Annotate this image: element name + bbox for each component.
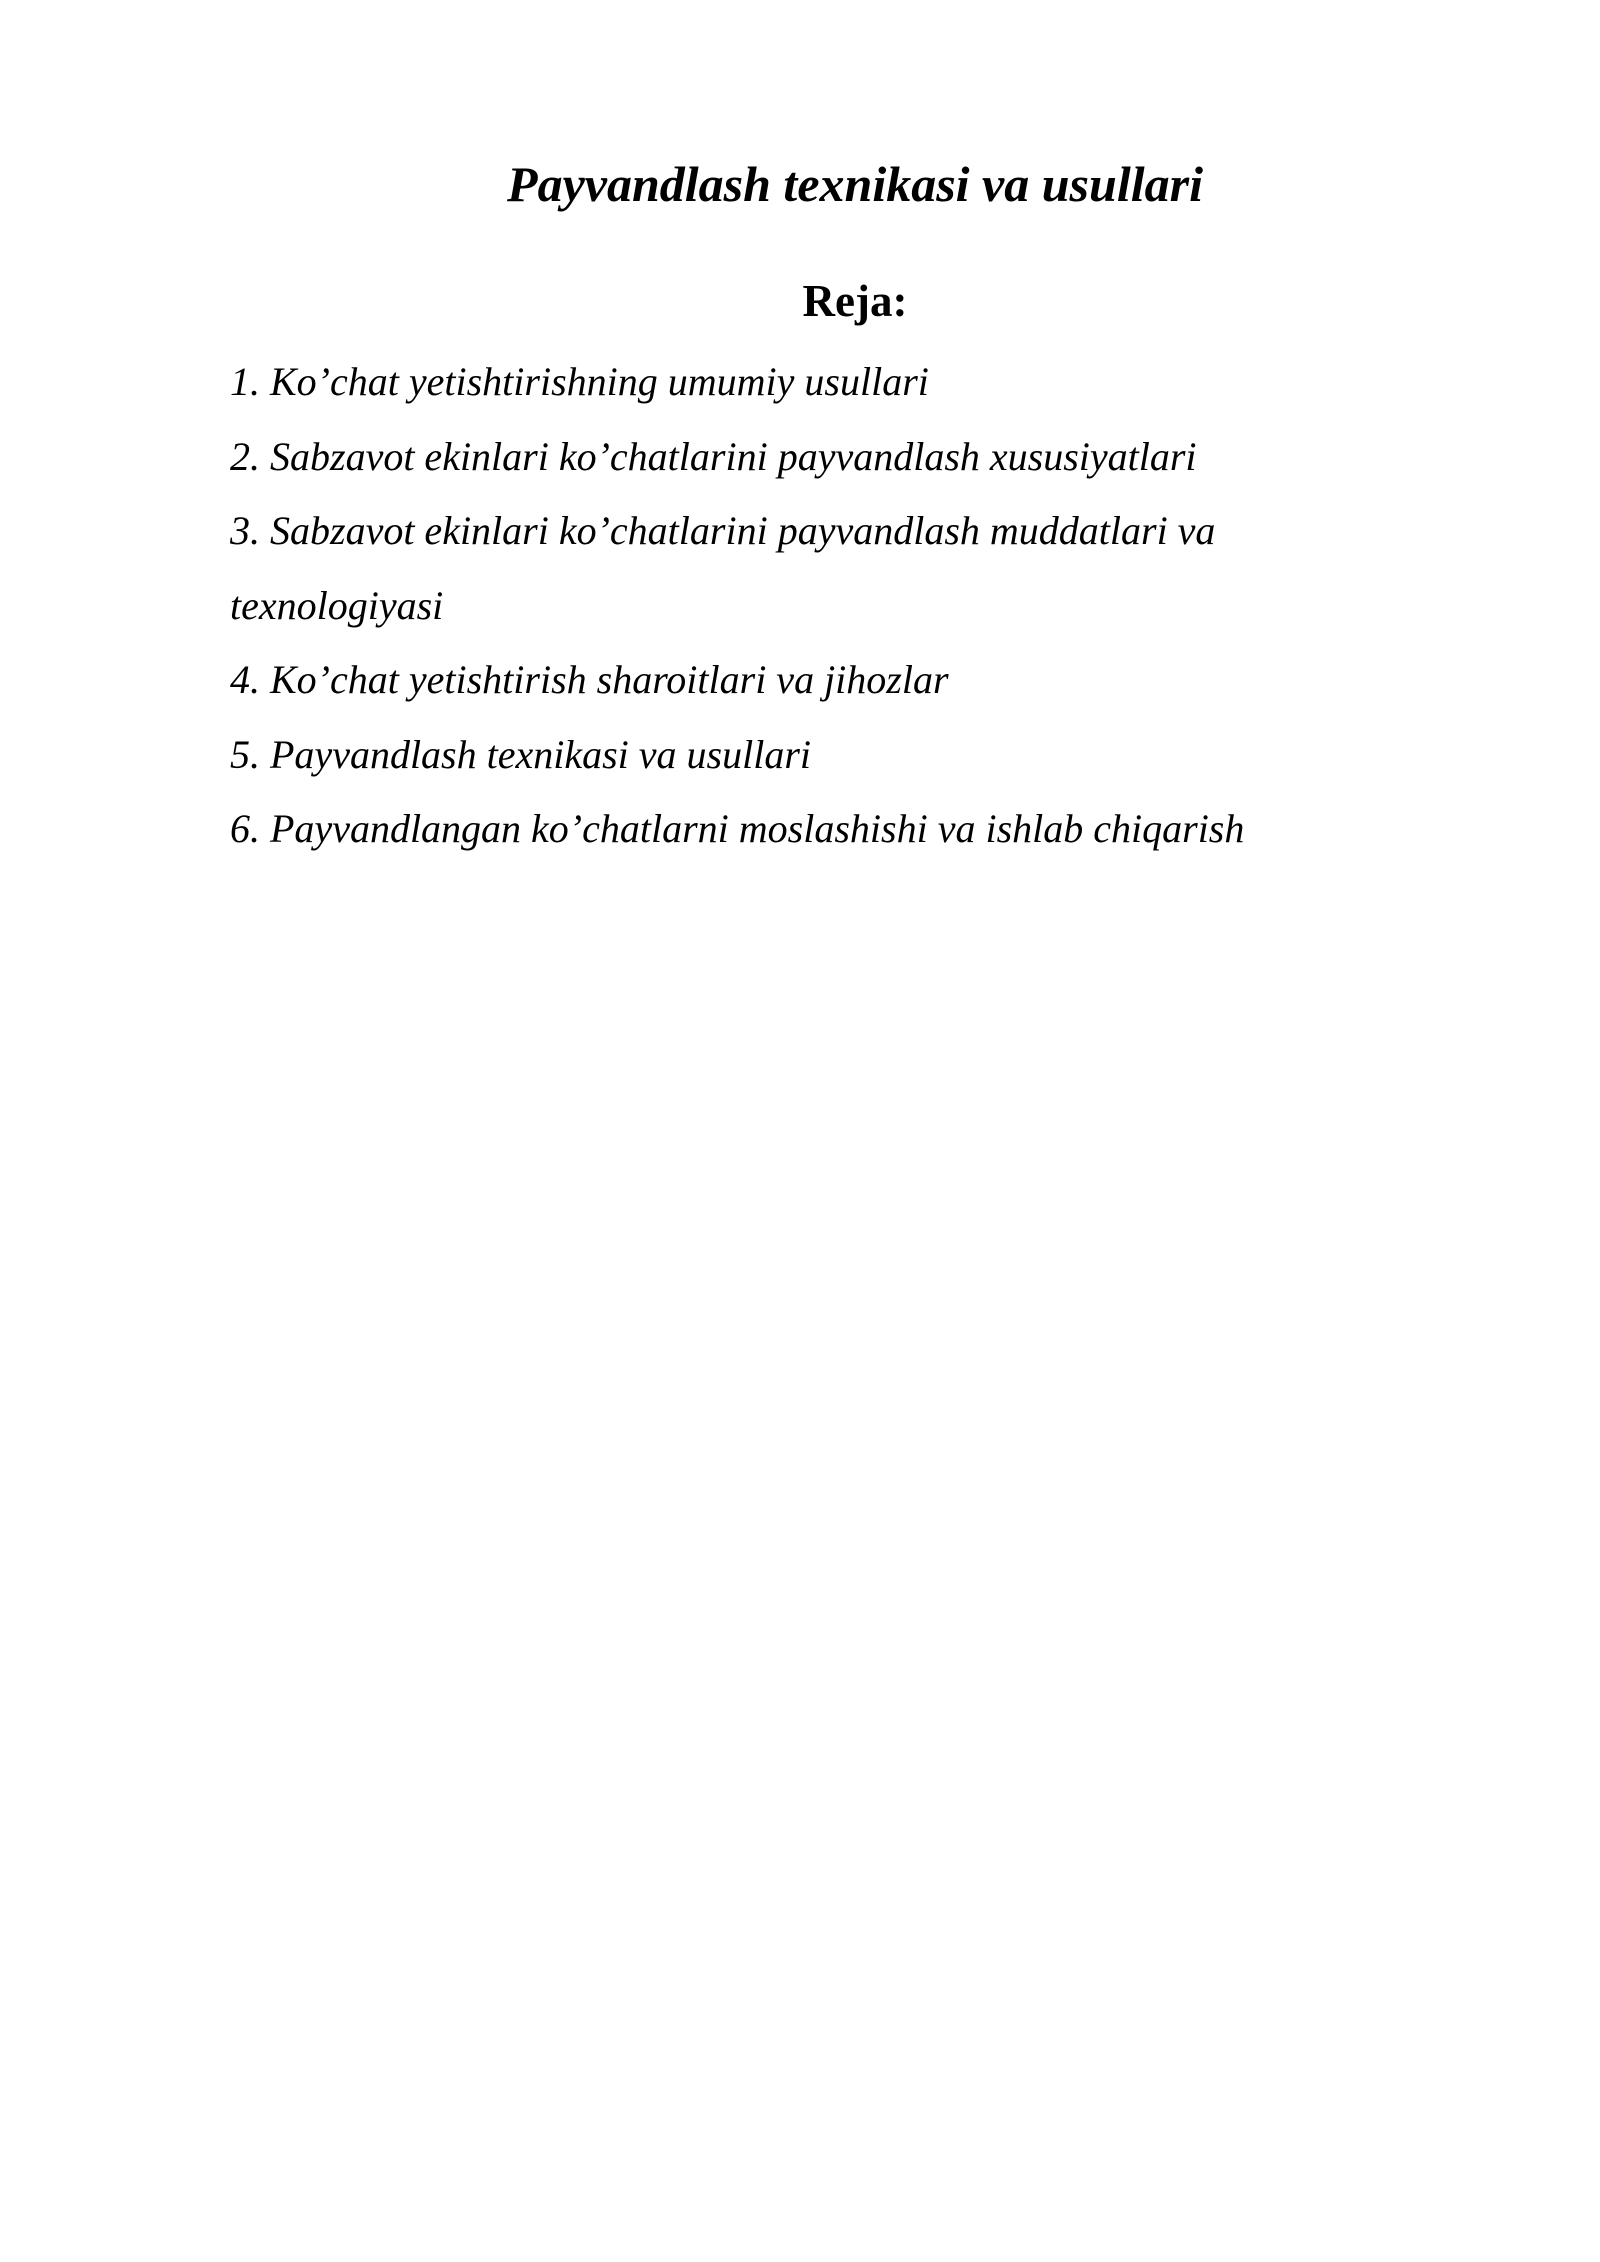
document-title: Payvandlash texnikasi va usullari [507,156,1203,212]
plan-heading: Reja: [802,276,908,326]
plan-item-3: 3. Sabzavot ekinlari ko’chatlarini payvandlash muddatlari va texnologiyasi [230,508,1216,628]
plan-item-5: 5. Payvandlash texnikasi va usullari [230,731,812,777]
plan-item-4: 4. Ko’chat yetishtirish sharoitlari va jihozlar [230,657,949,702]
plan-item-6: 6. Payvandlangan ko’chatlarni moslashishi va ishlab chiqarish [230,806,1245,851]
plan-item-2: 2. Sabzavot ekinlari ko’chatlarini payvandlash xususiyatlari [230,433,1197,479]
plan-list [230,345,1380,867]
plan-item-1: 1. Ko’chat yetishtirishning umumiy usullari [230,359,929,404]
